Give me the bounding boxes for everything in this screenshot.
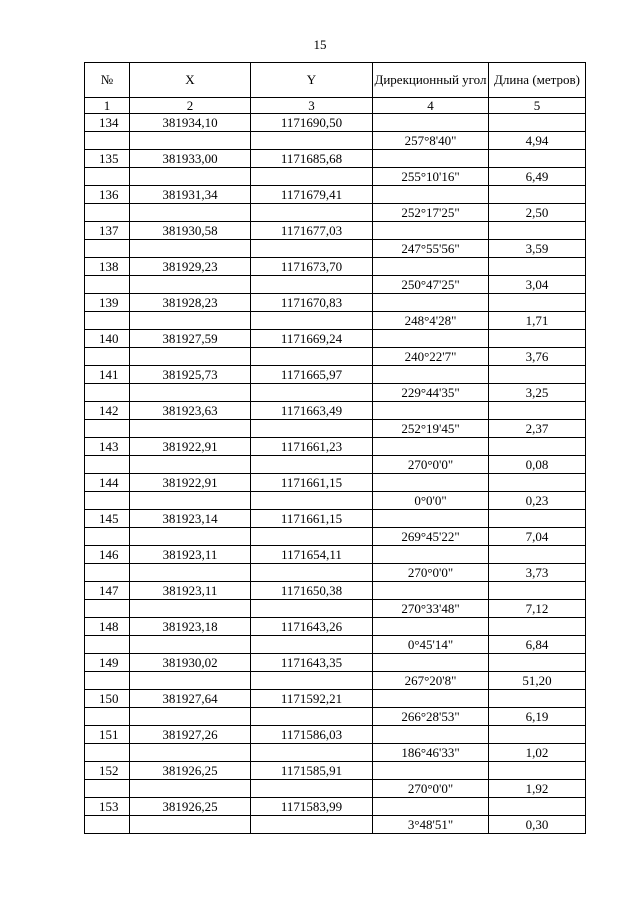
y-coordinate-cell [251,744,373,762]
column-number-4: 4 [373,98,489,114]
direction-angle-cell: 229°44'35" [373,384,489,402]
direction-angle-cell [373,402,489,420]
point-number-cell: 134 [85,114,130,132]
direction-angle-cell [373,474,489,492]
point-number-cell [85,420,130,438]
point-number-cell [85,816,130,834]
table-row [85,348,586,366]
header-y: Y [251,63,373,98]
point-number-cell: 138 [85,258,130,276]
x-coordinate-cell [130,276,251,294]
length-cell: 1,92 [489,780,586,798]
table-row [85,492,586,510]
length-cell: 3,76 [489,348,586,366]
length-cell [489,510,586,528]
direction-angle-cell [373,294,489,312]
length-cell: 6,49 [489,168,586,186]
direction-angle-cell: 0°0'0" [373,492,489,510]
direction-angle-cell: 270°33'48" [373,600,489,618]
point-number-cell: 144 [85,474,130,492]
point-number-cell: 148 [85,618,130,636]
length-cell [489,582,586,600]
length-cell: 1,02 [489,744,586,762]
x-coordinate-cell: 381923,11 [130,546,251,564]
length-cell [489,690,586,708]
table-row [85,672,586,690]
table-row [85,780,586,798]
y-coordinate-cell [251,276,373,294]
length-cell [489,618,586,636]
y-coordinate-cell: 1171673,70 [251,258,373,276]
y-coordinate-cell: 1171586,03 [251,726,373,744]
point-number-cell [85,348,130,366]
direction-angle-cell: 250°47'25" [373,276,489,294]
length-cell [489,150,586,168]
x-coordinate-cell: 381930,02 [130,654,251,672]
x-coordinate-cell [130,348,251,366]
point-number-cell: 142 [85,402,130,420]
x-coordinate-cell [130,420,251,438]
header-direction-angle: Дирекционный угол [373,63,489,98]
x-coordinate-cell: 381927,59 [130,330,251,348]
y-coordinate-cell: 1171654,11 [251,546,373,564]
x-coordinate-cell: 381929,23 [130,258,251,276]
coordinates-table [84,62,586,834]
direction-angle-cell: 240°22'7" [373,348,489,366]
y-coordinate-cell [251,780,373,798]
direction-angle-cell: 269°45'22" [373,528,489,546]
point-number-cell [85,528,130,546]
point-number-cell [85,708,130,726]
table-row [85,726,586,744]
direction-angle-cell: 252°17'25" [373,204,489,222]
table-row [85,384,586,402]
length-cell: 6,84 [489,636,586,654]
direction-angle-cell: 247°55'56" [373,240,489,258]
table-row [85,456,586,474]
length-cell [489,726,586,744]
direction-angle-cell: 0°45'14" [373,636,489,654]
length-cell [489,186,586,204]
page-number: 15 [313,37,327,52]
direction-angle-cell [373,762,489,780]
x-coordinate-cell: 381923,18 [130,618,251,636]
table-row [85,366,586,384]
y-coordinate-cell [251,204,373,222]
length-cell: 1,71 [489,312,586,330]
x-coordinate-cell: 381933,00 [130,150,251,168]
length-cell: 3,59 [489,240,586,258]
direction-angle-cell: 266°28'53" [373,708,489,726]
point-number-cell [85,240,130,258]
direction-angle-cell [373,510,489,528]
y-coordinate-cell [251,384,373,402]
length-cell [489,258,586,276]
point-number-cell [85,132,130,150]
point-number-cell: 153 [85,798,130,816]
point-number-cell [85,780,130,798]
header-length: Длина (метров) [489,63,586,98]
y-coordinate-cell [251,132,373,150]
x-coordinate-cell [130,816,251,834]
direction-angle-cell: 257°8'40" [373,132,489,150]
length-cell [489,366,586,384]
table-row [85,636,586,654]
x-coordinate-cell [130,636,251,654]
direction-angle-cell [373,438,489,456]
table-row [85,546,586,564]
y-coordinate-cell: 1171661,23 [251,438,373,456]
y-coordinate-cell: 1171661,15 [251,510,373,528]
x-coordinate-cell [130,240,251,258]
y-coordinate-cell: 1171665,97 [251,366,373,384]
direction-angle-cell [373,654,489,672]
direction-angle-cell [373,150,489,168]
length-cell [489,330,586,348]
direction-angle-cell [373,798,489,816]
table-row [85,330,586,348]
y-coordinate-cell [251,600,373,618]
point-number-cell [85,456,130,474]
direction-angle-cell: 270°0'0" [373,564,489,582]
length-cell [489,654,586,672]
point-number-cell: 141 [85,366,130,384]
y-coordinate-cell: 1171685,68 [251,150,373,168]
length-cell: 6,19 [489,708,586,726]
x-coordinate-cell: 381927,26 [130,726,251,744]
point-number-cell [85,312,130,330]
length-cell [489,438,586,456]
table-row [85,150,586,168]
length-cell [489,474,586,492]
table-row [85,114,586,132]
length-cell: 4,94 [489,132,586,150]
table-row [85,654,586,672]
table-row [85,474,586,492]
point-number-cell: 143 [85,438,130,456]
x-coordinate-cell [130,780,251,798]
table-row [85,312,586,330]
table-row [85,168,586,186]
direction-angle-cell [373,186,489,204]
table-row [85,294,586,312]
x-coordinate-cell [130,528,251,546]
table-row [85,186,586,204]
table-row [85,132,586,150]
table-body [85,114,586,834]
y-coordinate-cell [251,420,373,438]
y-coordinate-cell: 1171663,49 [251,402,373,420]
table-row [85,420,586,438]
y-coordinate-cell: 1171592,21 [251,690,373,708]
direction-angle-cell [373,222,489,240]
point-number-cell [85,204,130,222]
x-coordinate-cell [130,384,251,402]
table-row [85,204,586,222]
point-number-cell [85,492,130,510]
length-cell: 3,04 [489,276,586,294]
direction-angle-cell [373,618,489,636]
point-number-cell [85,636,130,654]
length-cell: 0,08 [489,456,586,474]
table-row [85,708,586,726]
column-number-row [85,98,586,114]
y-coordinate-cell: 1171677,03 [251,222,373,240]
x-coordinate-cell: 381923,11 [130,582,251,600]
x-coordinate-cell [130,600,251,618]
point-number-cell: 140 [85,330,130,348]
x-coordinate-cell: 381923,63 [130,402,251,420]
y-coordinate-cell [251,456,373,474]
y-coordinate-cell: 1171643,26 [251,618,373,636]
point-number-cell: 136 [85,186,130,204]
x-coordinate-cell: 381925,73 [130,366,251,384]
table-row [85,528,586,546]
direction-angle-cell [373,330,489,348]
table-row [85,618,586,636]
table-row [85,762,586,780]
table-row [85,564,586,582]
y-coordinate-cell: 1171583,99 [251,798,373,816]
point-number-cell: 147 [85,582,130,600]
y-coordinate-cell [251,708,373,726]
y-coordinate-cell: 1171690,50 [251,114,373,132]
point-number-cell [85,564,130,582]
x-coordinate-cell [130,204,251,222]
point-number-cell: 146 [85,546,130,564]
length-cell: 0,30 [489,816,586,834]
table-row [85,402,586,420]
y-coordinate-cell [251,168,373,186]
y-coordinate-cell [251,672,373,690]
y-coordinate-cell [251,312,373,330]
x-coordinate-cell: 381927,64 [130,690,251,708]
direction-angle-cell [373,366,489,384]
direction-angle-cell: 252°19'45" [373,420,489,438]
x-coordinate-cell [130,672,251,690]
point-number-cell [85,168,130,186]
column-number-2: 2 [130,98,251,114]
y-coordinate-cell [251,636,373,654]
direction-angle-cell [373,582,489,600]
x-coordinate-cell: 381931,34 [130,186,251,204]
point-number-cell: 151 [85,726,130,744]
direction-angle-cell: 3°48'51" [373,816,489,834]
length-cell [489,402,586,420]
point-number-cell: 135 [85,150,130,168]
x-coordinate-cell [130,564,251,582]
length-cell [489,546,586,564]
length-cell [489,114,586,132]
x-coordinate-cell: 381930,58 [130,222,251,240]
direction-angle-cell: 270°0'0" [373,456,489,474]
length-cell: 2,50 [489,204,586,222]
point-number-cell [85,600,130,618]
y-coordinate-cell: 1171643,35 [251,654,373,672]
x-coordinate-cell [130,456,251,474]
y-coordinate-cell [251,348,373,366]
direction-angle-cell: 255°10'16" [373,168,489,186]
point-number-cell: 149 [85,654,130,672]
table-row [85,276,586,294]
x-coordinate-cell: 381923,14 [130,510,251,528]
length-cell [489,798,586,816]
x-coordinate-cell [130,744,251,762]
table-row [85,816,586,834]
point-number-cell [85,276,130,294]
point-number-cell [85,384,130,402]
x-coordinate-cell: 381934,10 [130,114,251,132]
table-row [85,438,586,456]
length-cell [489,222,586,240]
x-coordinate-cell: 381926,25 [130,762,251,780]
length-cell [489,294,586,312]
length-cell: 3,73 [489,564,586,582]
header-number: № [85,63,130,98]
table-row [85,240,586,258]
x-coordinate-cell [130,492,251,510]
direction-angle-cell [373,258,489,276]
direction-angle-cell: 186°46'33" [373,744,489,762]
y-coordinate-cell [251,528,373,546]
table-row [85,222,586,240]
column-number-3: 3 [251,98,373,114]
header-row [85,63,586,98]
length-cell: 3,25 [489,384,586,402]
y-coordinate-cell [251,564,373,582]
length-cell: 51,20 [489,672,586,690]
x-coordinate-cell [130,132,251,150]
y-coordinate-cell [251,240,373,258]
point-number-cell [85,672,130,690]
x-coordinate-cell: 381928,23 [130,294,251,312]
header-x: X [130,63,251,98]
point-number-cell: 145 [85,510,130,528]
length-cell: 7,04 [489,528,586,546]
column-number-5: 5 [489,98,586,114]
direction-angle-cell: 270°0'0" [373,780,489,798]
direction-angle-cell [373,546,489,564]
point-number-cell: 139 [85,294,130,312]
length-cell [489,762,586,780]
table-row [85,690,586,708]
y-coordinate-cell: 1171661,15 [251,474,373,492]
length-cell: 2,37 [489,420,586,438]
table-row [85,258,586,276]
point-number-cell: 152 [85,762,130,780]
point-number-cell [85,744,130,762]
length-cell: 0,23 [489,492,586,510]
direction-angle-cell [373,114,489,132]
y-coordinate-cell: 1171670,83 [251,294,373,312]
y-coordinate-cell: 1171585,91 [251,762,373,780]
x-coordinate-cell: 381922,91 [130,474,251,492]
y-coordinate-cell: 1171669,24 [251,330,373,348]
table-row [85,600,586,618]
direction-angle-cell: 267°20'8" [373,672,489,690]
y-coordinate-cell: 1171679,41 [251,186,373,204]
x-coordinate-cell [130,312,251,330]
y-coordinate-cell [251,492,373,510]
point-number-cell: 137 [85,222,130,240]
table-row [85,744,586,762]
column-number-1: 1 [85,98,130,114]
table-row [85,582,586,600]
direction-angle-cell: 248°4'28" [373,312,489,330]
x-coordinate-cell [130,168,251,186]
table-row [85,798,586,816]
y-coordinate-cell [251,816,373,834]
x-coordinate-cell: 381922,91 [130,438,251,456]
length-cell: 7,12 [489,600,586,618]
y-coordinate-cell: 1171650,38 [251,582,373,600]
x-coordinate-cell: 381926,25 [130,798,251,816]
direction-angle-cell [373,726,489,744]
x-coordinate-cell [130,708,251,726]
point-number-cell: 150 [85,690,130,708]
direction-angle-cell [373,690,489,708]
table-row [85,510,586,528]
